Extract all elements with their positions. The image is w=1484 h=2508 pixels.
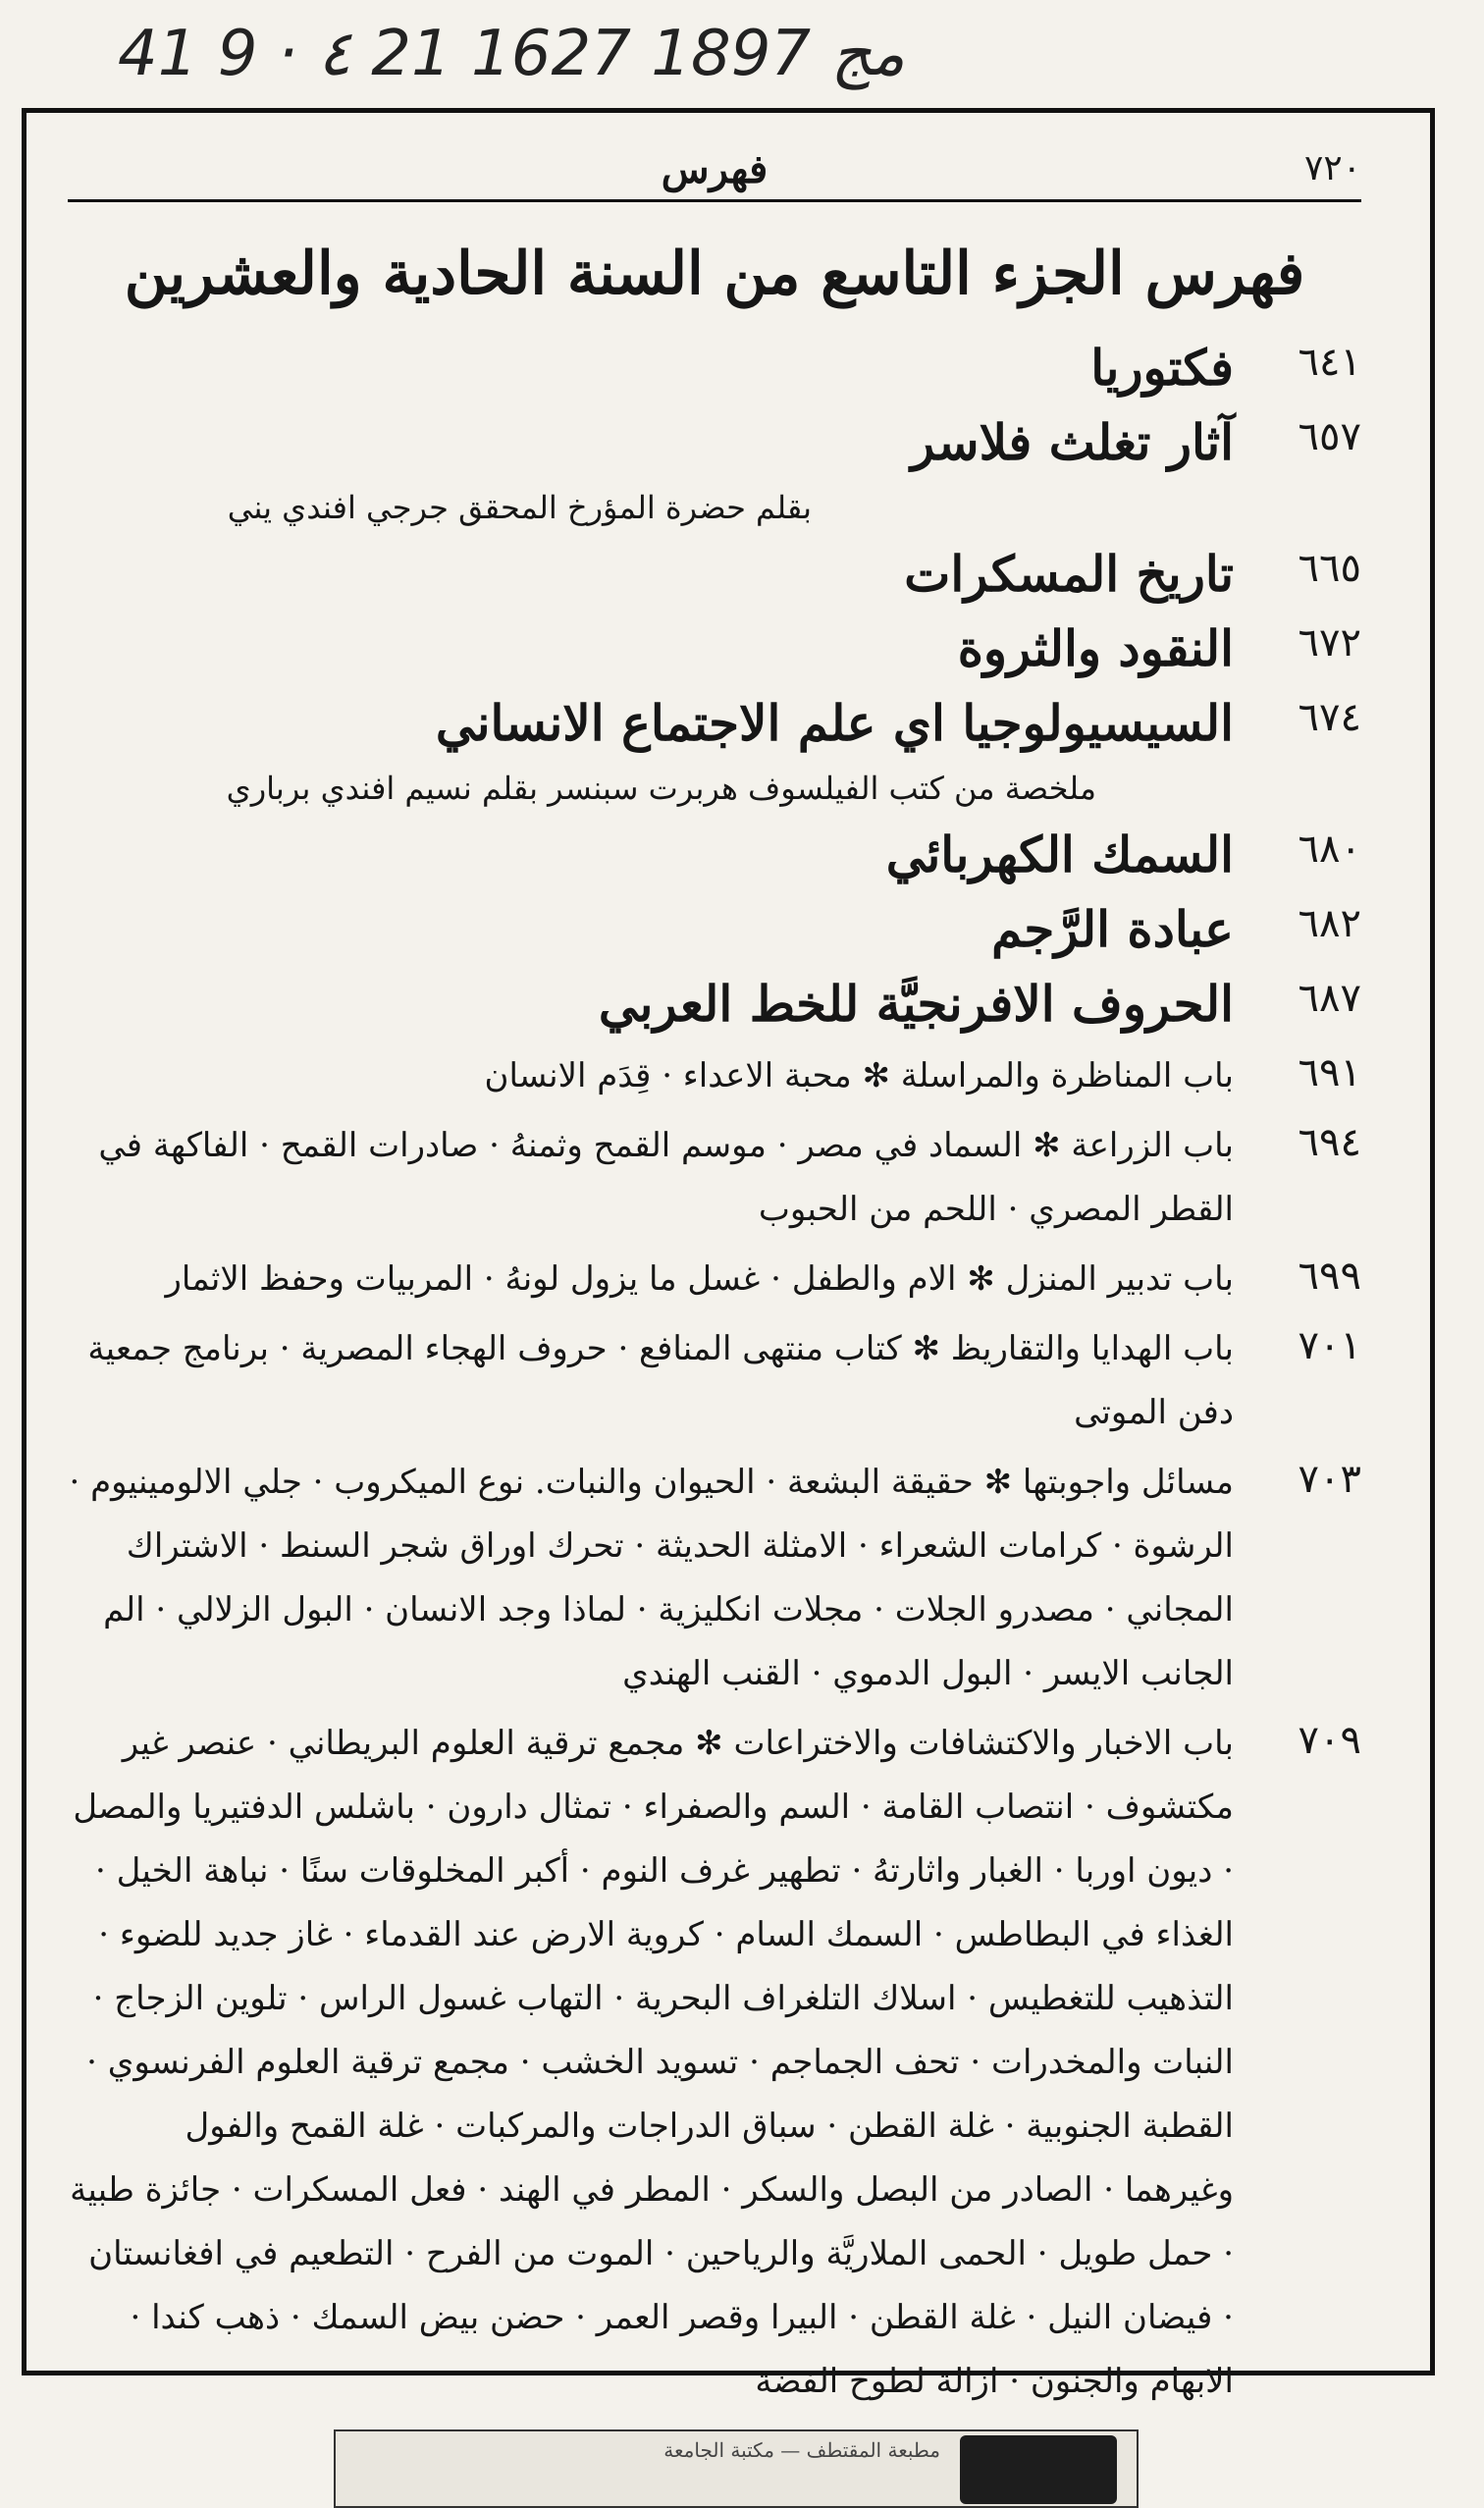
toc-article <box>68 895 1361 964</box>
header-title: فهرس <box>661 146 768 192</box>
toc-section <box>68 1044 1361 1108</box>
toc-section-text: باب تدبير المنزل ✻ الام والطفل · غسل ما يزول لونهُ · المربيات وحفظ الاثمار <box>165 1259 1234 1299</box>
toc-article <box>68 689 1361 758</box>
toc-page: ٧٠٣ <box>1298 1457 1361 1502</box>
toc-section <box>68 1451 1361 1706</box>
toc-section <box>68 1248 1361 1311</box>
toc-author-line: بقلم حضرة المؤرخ المحقق جرجي افندي يني <box>227 489 812 526</box>
page-number: ٧٢٠ <box>1303 148 1361 188</box>
page-content <box>68 140 1361 2401</box>
toc-page: ٦٤١ <box>1298 340 1361 385</box>
toc-article-title: الحروف الافرنجيَّة للخط العربي <box>598 975 1234 1033</box>
toc-article-title: السمك الكهربائي <box>885 826 1234 883</box>
stamp-seal-icon <box>960 2435 1117 2504</box>
toc-page: ٦٧٢ <box>1298 620 1361 666</box>
toc-section-text: باب الاخبار والاكتشافات والاختراعات ✻ مجمع ترقية العلوم البريطاني · عنصر غير مكتشوف · انتصاب القامة · السم والصفراء · تمثال دارون · باشلس الدفتيريا والمصل · ديون اوربا · الغبار واثارتهُ · تطهير غرف النوم · أكبر المخلوقات سنًا · نباهة الخيل · الغذاء في البطاطس · السمك السام · كروية الارض عند القدماء · غاز جديد للضوء · التذهيب للتغطيس · اسلاك التلغراف البحرية · التهاب غسول الراس · تلوين الزجاج · النبات والمخدرات · تحف الجماجم · تسويد الخشب · مجمع ترقية العلوم الفرنسوي · القطبة الجنوبية · غلة القطن · سباق الدراجات والمركبات · غلة القمح والفول وغيرهما · الصادر من البصل والسكر · المطر في الهند · فعل المسكرات · جائزة طبية · حمل طويل · الحمى الملاريَّة والرياحين · الموت من الفرح · التطعيم في افغانستان · فيضان النيل · غلة القطن · البيرا وقصر العمر · حضن بيض السمك · ذهب كندا · الابهام والجنون · ازالة لطوخ الفضة <box>70 1724 1234 2401</box>
toc-page: ٦٩٩ <box>1298 1254 1361 1299</box>
toc-page: ٧٠١ <box>1298 1323 1361 1368</box>
toc-article-title: تاريخ المسكرات <box>904 545 1234 603</box>
toc-page: ٦٨٢ <box>1298 901 1361 946</box>
toc-page: ٦٩٤ <box>1298 1120 1361 1165</box>
toc-author-line: ملخصة من كتب الفيلسوف هربرت سبنسر بقلم نسيم افندي برباري <box>226 770 1096 807</box>
toc-article <box>68 821 1361 889</box>
library-stamp <box>334 2429 1139 2508</box>
toc-article-title: النقود والثروة <box>957 619 1234 677</box>
toc-section <box>68 1712 1361 2414</box>
running-header <box>68 140 1361 202</box>
toc-page: ٦٨٠ <box>1298 827 1361 872</box>
toc-section <box>68 1114 1361 1242</box>
toc-section-text: باب الهدايا والتقاريظ ✻ كتاب منتهى المنافع · حروف الهجاء المصرية · برنامج جمعية دفن الموتى <box>87 1329 1234 1432</box>
toc-section-text: باب المناظرة والمراسلة ✻ محبة الاعداء · قِدَم الانسان <box>484 1056 1234 1095</box>
table-of-contents <box>68 334 1361 2414</box>
toc-article <box>68 334 1361 402</box>
toc-section <box>68 1317 1361 1445</box>
toc-page: ٦٥٧ <box>1298 414 1361 459</box>
toc-article <box>68 540 1361 609</box>
toc-article <box>68 614 1361 683</box>
toc-page: ٦٩١ <box>1298 1050 1361 1095</box>
toc-section-text: مسائل واجوبتها ✻ حقيقة البشعة · الحيوان والنبات. نوع الميكروب · جلي الالومينيوم · الرشوة · كرامات الشعراء · الامثلة الحديثة · تحرك اوراق شجر السنط · الاشتراك المجاني · مصدرو الجلات · مجلات انكليزية · لماذا وجد الانسان · البول الزلالي · الم الجانب الايسر · البول الدموي · القنب الهندي <box>69 1463 1234 1693</box>
toc-article-title: السيسيولوجيا اي علم الاجتماع الانساني <box>435 694 1234 752</box>
toc-article <box>68 408 1361 477</box>
toc-article-title: فكتوريا <box>1090 339 1234 397</box>
toc-section-text: باب الزراعة ✻ السماد في مصر · موسم القمح وثمنهُ · صادرات القمح · الفاكهة في القطر المصري · اللحم من الحبوب <box>98 1126 1234 1229</box>
toc-article-title: عبادة الرَّجم <box>991 900 1234 958</box>
page-frame <box>22 108 1435 2401</box>
toc-article <box>68 970 1361 1039</box>
toc-article-title: آثار تغلث فلاسر <box>911 413 1234 471</box>
toc-page: ٦٧٤ <box>1298 695 1361 740</box>
handwritten-catalog-note: 41 9 · ٤ 21 مج 1897 1627 <box>118 18 906 90</box>
toc-page: ٧٠٩ <box>1298 1718 1361 1763</box>
toc-page: ٦٨٧ <box>1298 976 1361 1021</box>
index-title: فهرس الجزء التاسع من السنة الحادية والعشرين <box>124 240 1305 308</box>
stamp-text: مطبعة المقتطف — مكتبة الجامعة <box>663 2438 940 2462</box>
toc-page: ٦٦٥ <box>1298 546 1361 591</box>
